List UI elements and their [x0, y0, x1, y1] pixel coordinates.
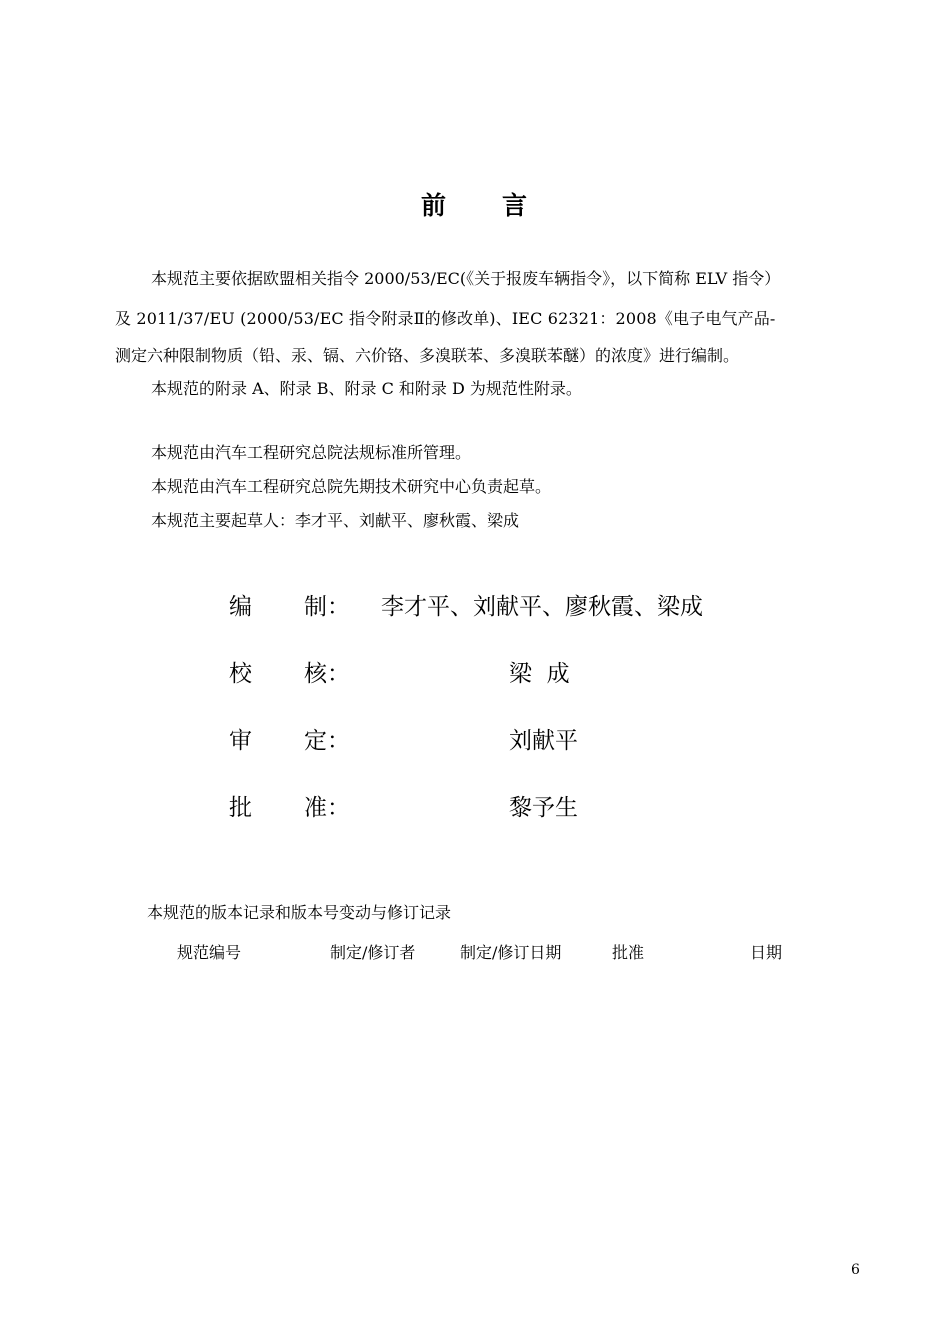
signature-value: 李才平、刘献平、廖秋霞、梁成: [381, 594, 703, 620]
revision-header-date: 日期: [750, 943, 783, 962]
title-char-2: 言: [502, 191, 530, 220]
document-page: 前 言 本规范主要依据欧盟相关指令 2000/53/EC(《关于报废车辆指令》，以下简称 ELV 指令） 及 2011/37/EU (2000/53/EC 指令附录Ⅱ的修改单)、IEC 62321：2008《电子电气产品- 测定六种限制物质（铅、汞、镉、六价铬、多溴联苯、多溴联苯醚）的浓度》进行编制。 本规范的附录 A、附录 B、附录 C 和附录 D 为规范性附录。 本规范由汽车工程研究总院法规标准所管理。 本规范由汽车工程研究总院先期技术研究中心负责起草。 本规范主要起草人：李才平、刘献平、廖秋霞、梁成 编 制： 李才平、刘献平、廖秋霞、梁成 校 核： 梁 成 审 定： 刘献平 批 准： 黎予生 本规范的版本记录和版本号变动与修订记录 规范编号 制定/修订者 制定/修订日期 批准 日期 6: [0, 0, 950, 1344]
revision-header-author: 制定/修订者: [330, 943, 416, 962]
revision-record-title: 本规范的版本记录和版本号变动与修订记录: [147, 903, 452, 922]
page-number: 6: [851, 1262, 860, 1278]
signature-value: 黎予生: [509, 795, 578, 821]
title-char-1: 前: [420, 191, 448, 220]
revision-header-revision-date: 制定/修订日期: [460, 943, 562, 962]
revision-header-approval: 批准: [612, 943, 645, 962]
paragraph-management: 本规范由汽车工程研究总院法规标准所管理。: [151, 443, 472, 462]
paragraph-basis-line-3: 测定六种限制物质（铅、汞、镉、六价铬、多溴联苯、多溴联苯醚）的浓度》进行编制。: [115, 346, 740, 365]
page-title: [0, 186, 950, 222]
paragraph-appendix: 本规范的附录 A、附录 B、附录 C 和附录 D 为规范性附录。: [151, 379, 582, 398]
paragraph-drafters: 本规范主要起草人：李才平、刘献平、廖秋霞、梁成: [151, 511, 520, 530]
paragraph-basis-line-1: 本规范主要依据欧盟相关指令 2000/53/EC(《关于报废车辆指令》，以下简称 ELV 指令）: [151, 269, 781, 288]
revision-header-spec-number: 规范编号: [177, 943, 242, 962]
paragraph-drafting-unit: 本规范由汽车工程研究总院先期技术研究中心负责起草。: [151, 477, 552, 496]
paragraph-basis-line-2: 及 2011/37/EU (2000/53/EC 指令附录Ⅱ的修改单)、IEC 62321：2008《电子电气产品-: [115, 309, 776, 328]
signature-value: 刘献平: [509, 728, 578, 754]
signature-value: 梁 成: [509, 661, 570, 687]
